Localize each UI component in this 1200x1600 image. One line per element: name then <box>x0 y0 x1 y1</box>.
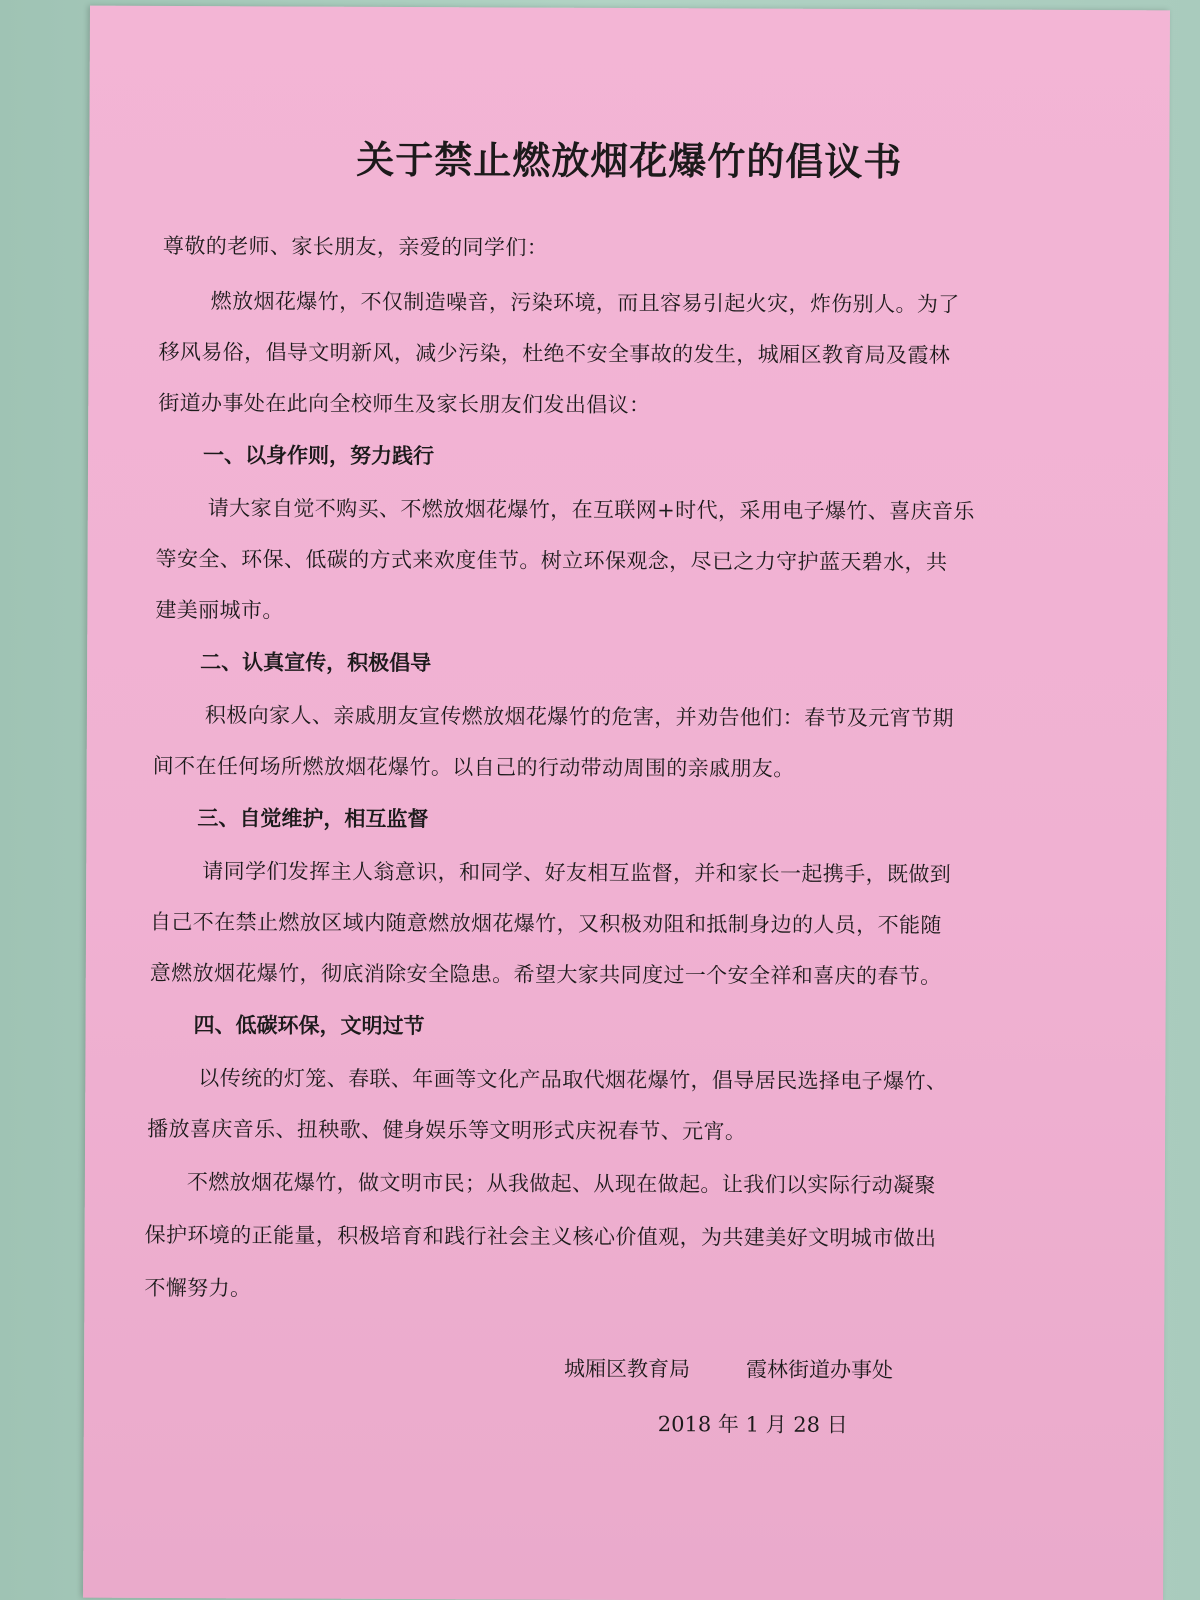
section-4-line-1: 以传统的灯笼、春联、年画等文化产品取代烟花爆竹，倡导居民选择电子爆竹、 <box>198 1066 948 1094</box>
closing-line-1: 不燃放烟花爆竹，做文明市民；从我做起、从现在做起。让我们以实际行动凝聚 <box>186 1170 936 1198</box>
document-title: 关于禁止燃放烟花爆竹的倡议书 <box>356 137 903 185</box>
signatory-education-bureau: 城厢区教育局 <box>564 1356 691 1382</box>
section-1-line-3: 建美丽城市。 <box>155 597 284 623</box>
section-2-heading: 二、认真宣传，积极倡导 <box>200 650 432 676</box>
section-2-line-2: 间不在任何场所燃放烟花爆竹。以自己的行动带动周围的亲戚朋友。 <box>152 753 795 781</box>
closing-line-2: 保护环境的正能量，积极培育和践行社会主义核心价值观，为共建美好文明城市做出 <box>144 1222 937 1251</box>
section-3-line-2: 自己不在禁止燃放区域内随意燃放烟花爆竹，又积极劝阻和抵制身边的人员，不能随 <box>149 909 942 938</box>
closing-line-3: 不懈努力。 <box>144 1275 252 1301</box>
section-1-line-1: 请大家自觉不购买、不燃放烟花爆竹，在互联网+时代，采用电子爆竹、喜庆音乐 <box>207 496 975 524</box>
document-date: 2018 年 1 月 28 日 <box>657 1412 848 1437</box>
section-4-line-2: 播放喜庆音乐、扭秧歌、健身娱乐等文明形式庆祝春节、元宵。 <box>147 1116 747 1144</box>
intro-line-3: 街道办事处在此向全校师生及家长朋友们发出倡议： <box>158 390 651 418</box>
paper-sheet <box>83 6 1170 1600</box>
intro-line-2: 移风易俗，倡导文明新风，减少污染，杜绝不安全事故的发生，城厢区教育局及霞林 <box>158 339 951 368</box>
section-2-line-1: 积极向家人、亲戚朋友宣传燃放烟花爆竹的危害，并劝告他们：春节及元宵节期 <box>204 703 954 731</box>
section-4-heading: 四、低碳环保，文明过节 <box>193 1013 425 1039</box>
section-1-line-2: 等安全、环保、低碳的方式来欢度佳节。树立环保观念，尽已之力守护蓝天碧水，共 <box>155 546 948 575</box>
section-3-line-1: 请同学们发挥主人翁意识，和同学、好友相互监督，并和家长一起携手，既做到 <box>202 859 952 887</box>
signatory-street-office: 霞林街道办事处 <box>746 1357 894 1383</box>
section-3-line-3: 意燃放烟花爆竹，彻底消除安全隐患。希望大家共同度过一个安全祥和喜庆的春节。 <box>149 960 942 989</box>
section-1-heading: 一、以身作则，努力践行 <box>202 443 435 469</box>
section-3-heading: 三、自觉维护，相互监督 <box>197 806 429 832</box>
intro-line-1: 燃放烟花爆竹，不仅制造噪音，污染环境，而且容易引起火灾，炸伤别人。为了 <box>210 289 960 317</box>
greeting: 尊敬的老师、家长朋友，亲爱的同学们： <box>162 233 549 260</box>
